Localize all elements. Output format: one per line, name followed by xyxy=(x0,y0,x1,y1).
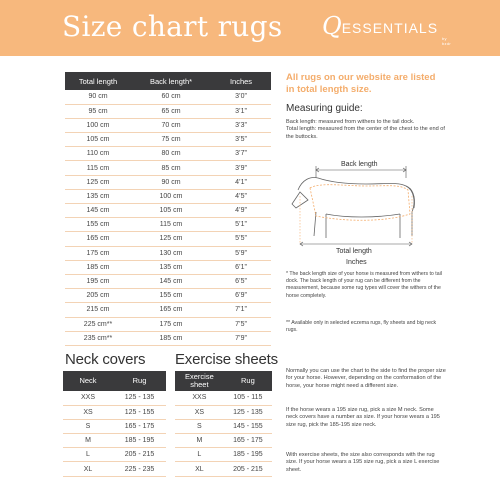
table-cell: 6’1” xyxy=(211,260,271,274)
table-row xyxy=(175,448,272,462)
table-cell: L xyxy=(63,448,113,462)
total-length-arrow xyxy=(300,242,412,246)
table-row xyxy=(65,303,271,317)
table-cell: S xyxy=(175,419,224,433)
table-cell: 4’1” xyxy=(211,175,271,189)
table-cell: 165 cm xyxy=(131,303,211,317)
header-rug: Rug xyxy=(113,371,166,391)
table-row xyxy=(65,331,271,345)
table-cell: 185 cm xyxy=(65,260,131,274)
table-row xyxy=(65,147,271,161)
table-cell: XXS xyxy=(175,391,224,405)
table-cell: XL xyxy=(63,462,113,476)
table-cell: XS xyxy=(175,405,224,419)
header-banner xyxy=(0,0,500,56)
table-row xyxy=(65,175,271,189)
exercise-sheet-paragraph: With exercise sheets, the size also corresponds with the rug size. If your horse wears a 195 size rug, pick a size L exercise sheet. xyxy=(286,452,440,473)
brand-logo xyxy=(322,12,451,46)
table-row xyxy=(65,289,271,303)
table-cell: 115 cm xyxy=(131,218,211,232)
diagram-inches-label: Inches xyxy=(346,259,367,266)
measuring-guide-text xyxy=(286,119,446,141)
table-cell: 5’5” xyxy=(211,232,271,246)
back-length-description: Back length: measured from withers to the tail dock. xyxy=(286,119,415,125)
table-row xyxy=(63,405,166,419)
table-cell: 4’9” xyxy=(211,204,271,218)
header-exercise-sheet: Exercise sheet xyxy=(175,371,224,391)
table-cell: 205 - 215 xyxy=(113,448,166,462)
table-cell: 7’5” xyxy=(211,317,271,331)
table-cell: 145 cm xyxy=(131,274,211,288)
table-row xyxy=(65,104,271,118)
table-cell: 125 - 155 xyxy=(113,405,166,419)
horse-silhouette-icon xyxy=(292,178,415,239)
table-cell: 130 cm xyxy=(131,246,211,260)
table-cell: 215 cm xyxy=(65,303,131,317)
table-row xyxy=(65,274,271,288)
table-cell: 155 cm xyxy=(65,218,131,232)
table-row xyxy=(65,189,271,203)
table-cell: 185 - 195 xyxy=(113,434,166,448)
table-cell: 105 cm xyxy=(131,204,211,218)
table-cell: 3’5” xyxy=(211,133,271,147)
table-row xyxy=(65,232,271,246)
table-row xyxy=(175,419,272,433)
rug-size-table-header xyxy=(65,72,271,90)
table-cell: 4’5” xyxy=(211,189,271,203)
table-cell: 7’9” xyxy=(211,331,271,345)
table-cell: 80 cm xyxy=(131,147,211,161)
table-cell: 70 cm xyxy=(131,118,211,132)
table-cell: 135 cm xyxy=(131,260,211,274)
table-cell: 225 - 235 xyxy=(113,462,166,476)
table-cell: 175 cm xyxy=(131,317,211,331)
diagram-total-length-label: Total length xyxy=(336,248,372,255)
page-title: Size chart rugs xyxy=(62,10,283,43)
table-cell: L xyxy=(175,448,224,462)
table-cell: XL xyxy=(175,462,224,476)
table-row xyxy=(65,161,271,175)
table-cell: 125 - 135 xyxy=(113,391,166,405)
table-cell: XS xyxy=(63,405,113,419)
brand-logo-text: ESSENTIALS xyxy=(341,20,439,36)
table-cell: 205 cm xyxy=(65,289,131,303)
neck-covers-title: Neck covers xyxy=(65,351,146,368)
table-cell: 205 - 215 xyxy=(224,462,272,476)
header-inches: Inches xyxy=(211,72,271,90)
table-cell: 3’7” xyxy=(211,147,271,161)
neck-cover-paragraph: If the horse wears a 195 size rug, pick a size M neck. Some neck covers have a number as size. If your horse wears a 195 size rug, pick the 185-195 size neck. xyxy=(286,407,440,428)
intro-text: All rugs on our website are listed in total length size. xyxy=(286,72,436,95)
table-cell: 185 cm xyxy=(131,331,211,345)
table-cell: 165 - 175 xyxy=(113,419,166,433)
table-cell: 5’1” xyxy=(211,218,271,232)
neck-covers-table xyxy=(63,371,166,477)
table-cell: 105 - 115 xyxy=(224,391,272,405)
table-cell: 110 cm xyxy=(65,147,131,161)
table-cell: 85 cm xyxy=(131,161,211,175)
table-cell: 125 - 135 xyxy=(224,405,272,419)
table-row xyxy=(65,133,271,147)
table-row xyxy=(65,90,271,104)
brand-logo-sub: by bzdr xyxy=(442,36,451,46)
table-row xyxy=(63,391,166,405)
table-cell: 145 - 155 xyxy=(224,419,272,433)
table-cell: 100 cm xyxy=(65,118,131,132)
table-cell: 185 - 195 xyxy=(224,448,272,462)
availability-footnote: ** Available only in selected eczema rugs, fly sheets and big neck rugs. xyxy=(286,320,437,334)
table-cell: 5’9” xyxy=(211,246,271,260)
header-rug: Rug xyxy=(224,371,272,391)
table-cell: 100 cm xyxy=(131,189,211,203)
table-row xyxy=(175,462,272,476)
table-cell: 3’0” xyxy=(211,90,271,104)
table-cell: 3’3” xyxy=(211,118,271,132)
table-cell: 225 cm** xyxy=(65,317,131,331)
diagram-back-length-label: Back length xyxy=(341,161,378,168)
table-row xyxy=(63,434,166,448)
back-length-footnote: * The back length size of your horse is measured from withers to tail dock. The back length of your rug can be different from the measurement, because some rug types will cover the withers of the horse completely. xyxy=(286,271,442,299)
usage-paragraph: Normally you can use the chart to the side to find the proper size for your horse. However, depending on the conformation of the horse, your horse might need a different size. xyxy=(286,368,446,389)
table-cell: 6’5” xyxy=(211,274,271,288)
table-row xyxy=(63,448,166,462)
table-cell: 95 cm xyxy=(65,104,131,118)
exercise-sheets-table xyxy=(175,371,272,477)
total-length-description: Total length: measured from the center of the chest to the end of the buttocks. xyxy=(286,126,445,140)
table-row xyxy=(175,434,272,448)
table-cell: S xyxy=(63,419,113,433)
exercise-table-header xyxy=(175,371,272,391)
table-cell: 145 cm xyxy=(65,204,131,218)
table-row xyxy=(65,118,271,132)
brand-logo-q: Q xyxy=(322,12,342,40)
table-cell: 60 cm xyxy=(131,90,211,104)
table-cell: 105 cm xyxy=(65,133,131,147)
table-row xyxy=(63,462,166,476)
table-row xyxy=(65,246,271,260)
table-cell: 235 cm** xyxy=(65,331,131,345)
table-cell: 125 cm xyxy=(65,175,131,189)
exercise-sheets-title: Exercise sheets xyxy=(175,351,278,368)
table-cell: M xyxy=(63,434,113,448)
rug-orange-lines xyxy=(300,196,412,244)
table-cell: 65 cm xyxy=(131,104,211,118)
table-cell: M xyxy=(175,434,224,448)
table-row xyxy=(65,218,271,232)
table-row xyxy=(63,419,166,433)
table-cell: 3’1” xyxy=(211,104,271,118)
table-cell: 125 cm xyxy=(131,232,211,246)
table-row xyxy=(175,405,272,419)
neck-table-header xyxy=(63,371,166,391)
table-cell: 3’9” xyxy=(211,161,271,175)
horse-measuring-diagram xyxy=(286,156,446,268)
table-cell: XXS xyxy=(63,391,113,405)
header-total-length: Total length xyxy=(65,72,131,90)
table-cell: 135 cm xyxy=(65,189,131,203)
table-cell: 90 cm xyxy=(65,90,131,104)
table-cell: 165 - 175 xyxy=(224,434,272,448)
table-cell: 165 cm xyxy=(65,232,131,246)
header-back-length: Back length* xyxy=(131,72,211,90)
measuring-guide-title: Measuring guide: xyxy=(286,103,363,114)
table-row xyxy=(175,391,272,405)
table-cell: 115 cm xyxy=(65,161,131,175)
table-cell: 195 cm xyxy=(65,274,131,288)
table-cell: 155 cm xyxy=(131,289,211,303)
table-cell: 7’1” xyxy=(211,303,271,317)
table-cell: 6’9” xyxy=(211,289,271,303)
table-cell: 75 cm xyxy=(131,133,211,147)
table-cell: 90 cm xyxy=(131,175,211,189)
table-row xyxy=(65,204,271,218)
table-cell: 175 cm xyxy=(65,246,131,260)
rug-size-table xyxy=(65,72,271,346)
header-neck: Neck xyxy=(63,371,113,391)
table-row xyxy=(65,317,271,331)
table-row xyxy=(65,260,271,274)
